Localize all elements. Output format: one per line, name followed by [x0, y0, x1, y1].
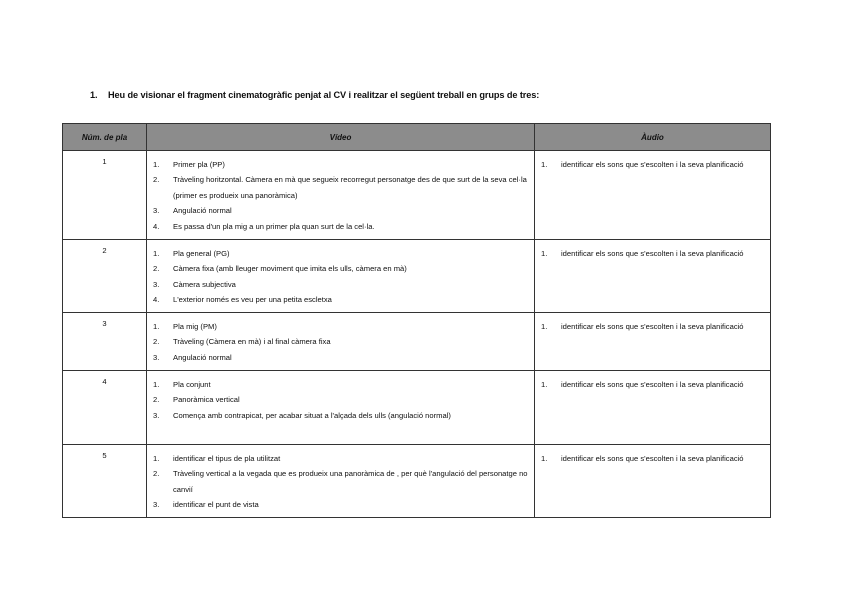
list-item-text: identificar els sons que s'escolten i la seva planificació	[561, 322, 744, 331]
list-index: 1.	[153, 380, 160, 389]
list-index: 1.	[153, 322, 160, 331]
list-item-text: identificar els sons que s'escolten i la seva planificació	[561, 160, 744, 169]
video-item	[153, 408, 528, 423]
table-row	[63, 371, 771, 445]
list-index: 1.	[153, 160, 160, 169]
list-index: 2.	[153, 469, 160, 479]
list-index: 1.	[541, 322, 548, 331]
list-index: 1.	[541, 160, 548, 169]
list-index: 2.	[153, 264, 160, 274]
table-row	[63, 313, 771, 371]
list-item-text: identificar els sons que s'escolten i la seva planificació	[561, 380, 744, 389]
instruction-text: Heu de visionar el fragment cinematogràfic penjat al CV i realitzar el següent treball en grups de tres:	[108, 90, 540, 100]
audio-cell	[535, 445, 771, 518]
list-item-text: identificar els sons que s'escolten i la seva planificació	[561, 454, 744, 463]
audio-cell	[535, 313, 771, 371]
list-item-text: L'exterior només es veu per una petita escletxa	[173, 295, 332, 305]
table-header-row	[63, 124, 771, 151]
video-item	[153, 261, 528, 276]
video-item	[153, 157, 528, 172]
list-index: 3.	[153, 206, 160, 216]
list-index: 1.	[541, 380, 548, 389]
video-list	[153, 319, 528, 365]
list-item-text: Panoràmica vertical	[173, 395, 240, 405]
audio-item	[541, 246, 764, 261]
list-item-text: Pla conjunt	[173, 380, 211, 389]
header-num: Núm. de pla	[63, 124, 147, 151]
table-body	[63, 151, 771, 518]
table-row	[63, 240, 771, 313]
audio-cell	[535, 240, 771, 313]
list-item-text: Primer pla (PP)	[173, 160, 225, 169]
header-audio: Àudio	[535, 124, 771, 151]
list-index: 1.	[541, 249, 548, 258]
video-item	[153, 172, 528, 203]
audio-list	[541, 319, 764, 334]
video-item	[153, 334, 528, 349]
video-item	[153, 497, 528, 512]
video-item	[153, 277, 528, 292]
list-item-text: Angulació normal	[173, 206, 232, 216]
list-index: 2.	[153, 337, 160, 347]
video-cell	[147, 240, 535, 313]
list-item-text: Es passa d'un pla mig a un primer pla quan surt de la cel·la.	[173, 221, 375, 231]
video-list	[153, 246, 528, 308]
list-index: 4.	[153, 295, 160, 305]
video-list	[153, 157, 528, 234]
list-item-text: Angulació normal	[173, 352, 232, 362]
list-item-text: Tràveling (Càmera en mà) i al final càmera fixa	[173, 337, 331, 347]
shot-number: 3	[63, 313, 147, 371]
audio-list	[541, 157, 764, 172]
video-item	[153, 203, 528, 218]
list-item-text: Tràveling horitzontal. Càmera en mà que segueix recorregut personatge des de que surt de la seva cel·la (primer es produeix una panoràmica)	[173, 175, 527, 200]
video-item	[153, 319, 528, 334]
list-item-text: identificar el tipus de pla utilitzat	[173, 454, 281, 463]
video-item	[153, 466, 528, 497]
list-index: 1.	[153, 454, 160, 463]
list-index: 1.	[153, 249, 160, 258]
instruction	[90, 90, 539, 100]
audio-list	[541, 377, 764, 392]
video-list	[153, 451, 528, 513]
list-item-text: identificar els sons que s'escolten i la seva planificació	[561, 249, 744, 258]
list-index: 2.	[153, 175, 160, 185]
table-row	[63, 151, 771, 240]
audio-cell	[535, 151, 771, 240]
shot-number: 4	[63, 371, 147, 445]
list-index: 4.	[153, 221, 160, 231]
video-cell	[147, 371, 535, 445]
header-video: Vídeo	[147, 124, 535, 151]
list-index: 3.	[153, 500, 160, 510]
video-list	[153, 377, 528, 423]
audio-item	[541, 319, 764, 334]
video-item	[153, 377, 528, 392]
audio-item	[541, 377, 764, 392]
list-index: 3.	[153, 410, 160, 420]
instruction-number: 1.	[90, 90, 98, 100]
audio-list	[541, 451, 764, 466]
video-cell	[147, 313, 535, 371]
shot-number: 1	[63, 151, 147, 240]
shot-number: 5	[63, 445, 147, 518]
audio-item	[541, 451, 764, 466]
audio-list	[541, 246, 764, 261]
list-index: 3.	[153, 279, 160, 289]
video-cell	[147, 151, 535, 240]
list-item-text: Pla general (PG)	[173, 249, 230, 258]
list-item-text: identificar el punt de vista	[173, 500, 259, 510]
audio-item	[541, 157, 764, 172]
list-item-text: Càmera subjectiva	[173, 279, 236, 289]
list-index: 2.	[153, 395, 160, 405]
video-item	[153, 219, 528, 234]
video-item	[153, 292, 528, 307]
list-index: 1.	[541, 454, 548, 463]
list-item-text: Tràveling vertical a la vegada que es produeix una panoràmica de , per què l'angulació del personatge no canvií	[173, 469, 528, 494]
shot-analysis-table	[62, 123, 771, 518]
video-item	[153, 350, 528, 365]
list-item-text: Càmera fixa (amb lleuger moviment que imita els ulls, càmera en mà)	[173, 264, 407, 274]
list-item-text: Pla mig (PM)	[173, 322, 217, 331]
video-item	[153, 451, 528, 466]
shot-number: 2	[63, 240, 147, 313]
list-index: 3.	[153, 352, 160, 362]
list-item-text: Comença amb contrapicat, per acabar situat a l'alçada dels ulls (angulació normal)	[173, 410, 451, 420]
video-item	[153, 392, 528, 407]
video-cell	[147, 445, 535, 518]
video-item	[153, 246, 528, 261]
audio-cell	[535, 371, 771, 445]
table-row	[63, 445, 771, 518]
